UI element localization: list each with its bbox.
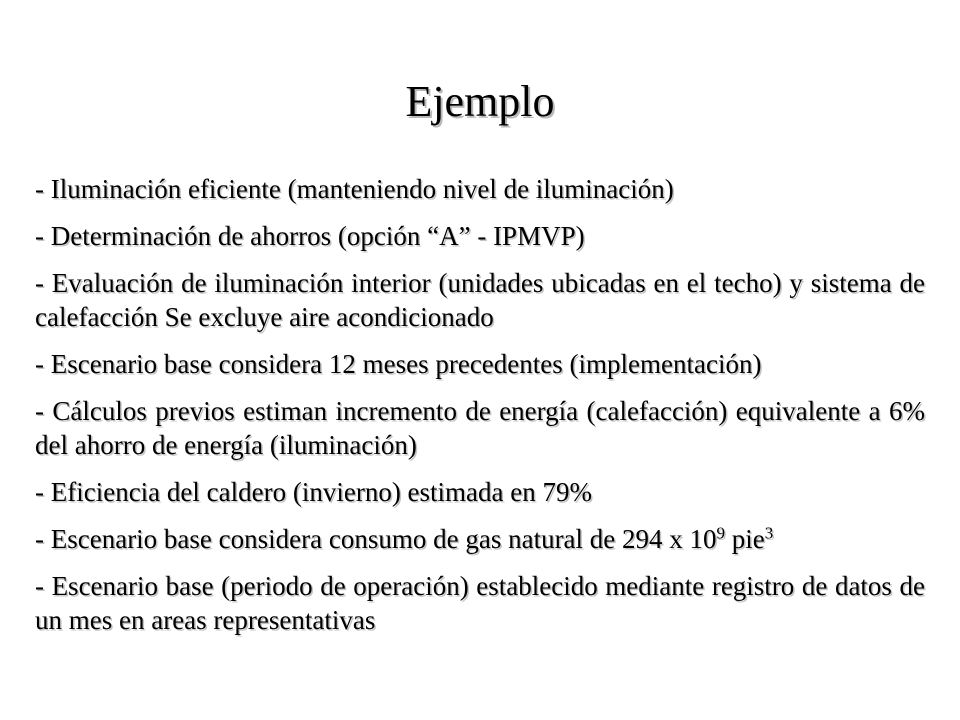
bullet-item: - Escenario base (periodo de operación) establecido mediante registro de datos de un mes en areas representativas — [35, 571, 925, 635]
bullet-item: - Evaluación de iluminación interior (unidades ubicadas en el techo) y sistema de calefacción Se excluye aire acondicionado — [35, 268, 925, 332]
unit-pie: pie — [725, 524, 765, 554]
bullet-item: - Determinación de ahorros (opción “A” - IPMVP) — [35, 221, 585, 251]
bullet-list — [35, 172, 925, 650]
slide-title: Ejemplo — [405, 77, 555, 126]
bullet-item-gas — [35, 522, 925, 556]
gas-consumption-text: - Escenario base considera consumo de gas natural de 294 x 10 — [35, 524, 717, 554]
exponent-3: 3 — [764, 523, 774, 543]
bullet-item: - Escenario base considera 12 meses precedentes (implementación) — [35, 349, 762, 379]
bullet-item: - Eficiencia del caldero (invierno) estimada en 79% — [35, 477, 592, 507]
exponent-9: 9 — [716, 523, 726, 543]
bullet-item: - Iluminación eficiente (manteniendo nivel de iluminación) — [35, 174, 674, 204]
bullet-item: - Cálculos previos estiman incremento de energía (calefacción) equivalente a 6% del ahorro de energía (iluminación) — [35, 396, 925, 460]
